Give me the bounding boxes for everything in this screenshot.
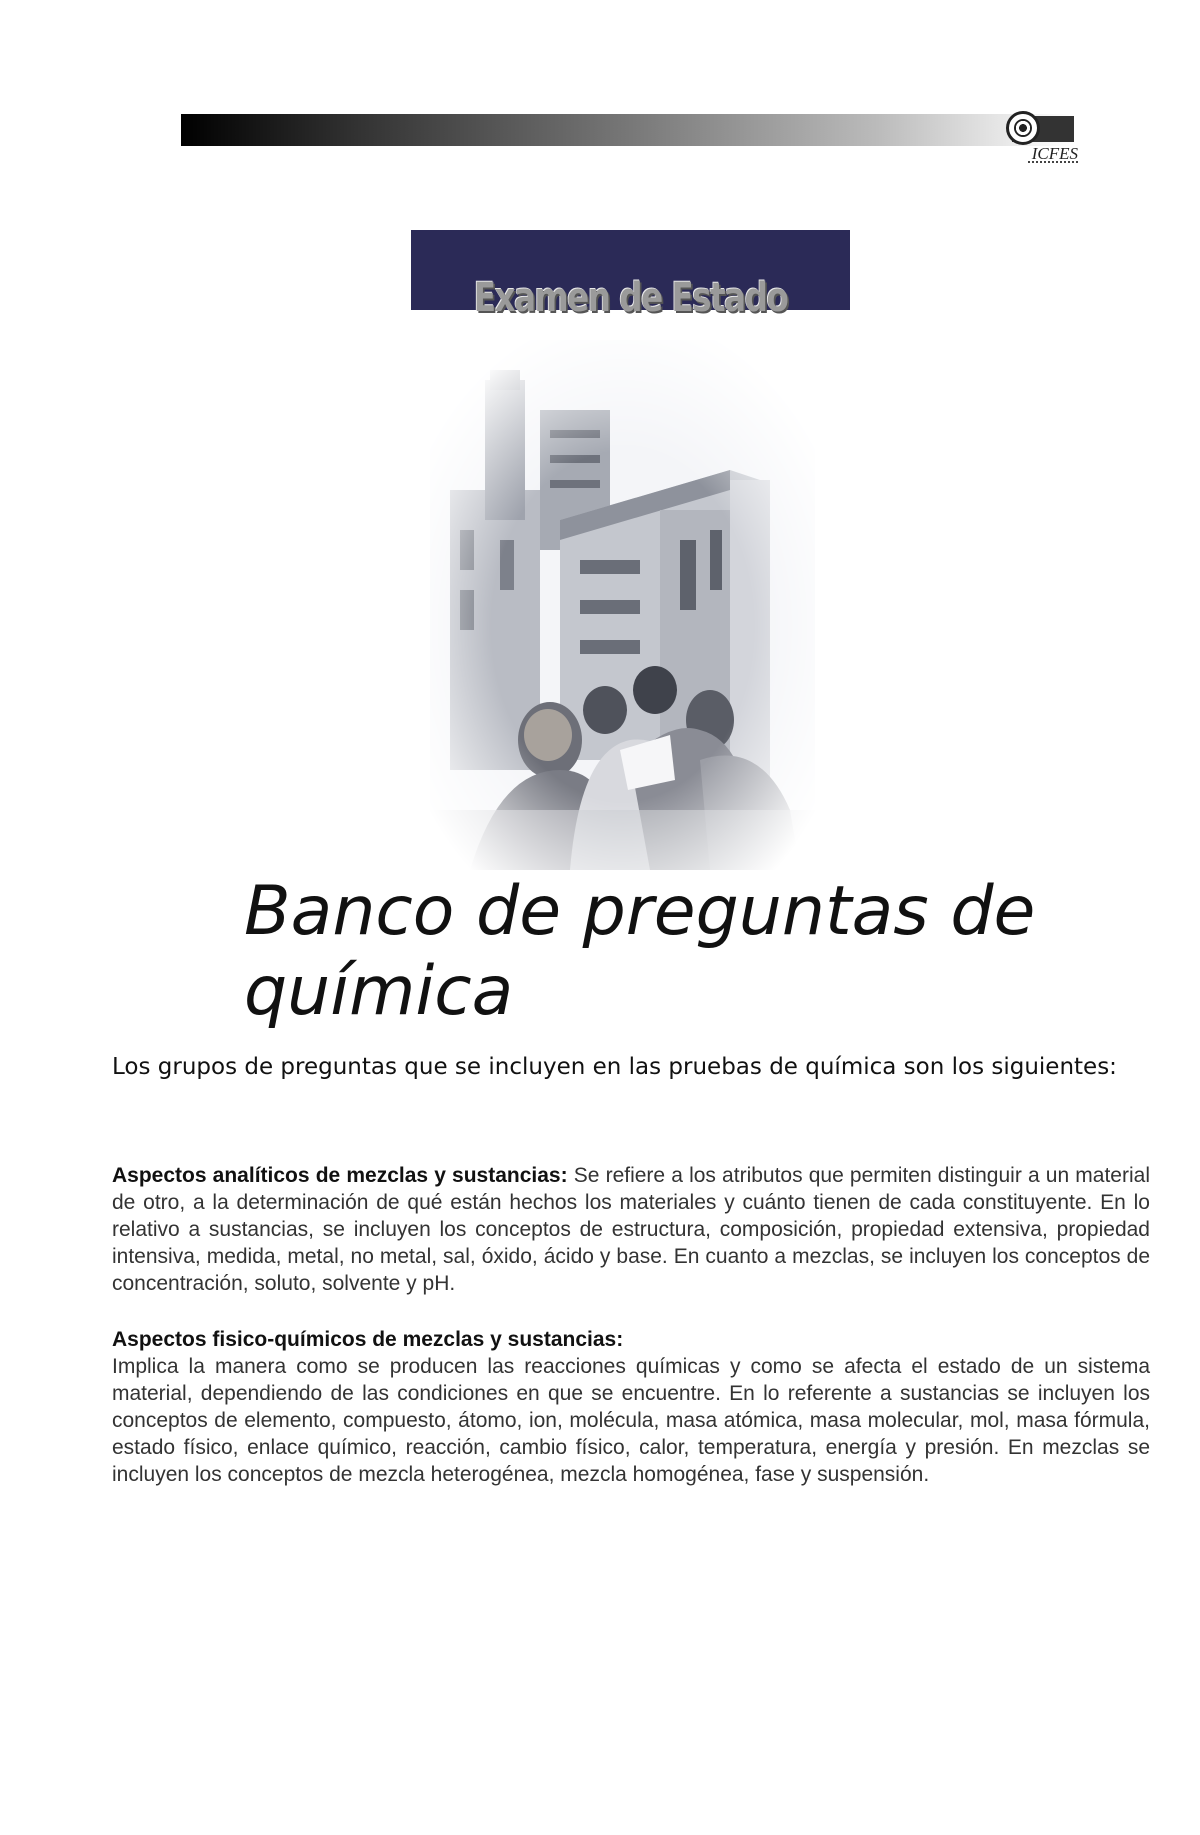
section-analytic (112, 1162, 1150, 1297)
intro-paragraph: Los grupos de preguntas que se incluyen en las pruebas de química son los siguientes: (112, 1054, 1117, 1080)
section-heading: Aspectos fisico-químicos de mezclas y sustancias: (112, 1328, 624, 1351)
icfes-emblem-icon (1006, 111, 1040, 145)
document-title: Banco de preguntas de química (244, 872, 1036, 1031)
header-gradient-bar (181, 114, 1074, 146)
section-body: Implica la manera como se producen las reacciones químicas y como se afecta el estado de un sistema material, dependiendo de las condiciones en que se encuentre. En lo referente a sustancias se incluyen los conceptos de elemento, compuesto, átomo, ion, molécula, masa atómica, masa molecular, mol, masa fórmula, estado físico, enlace químico, reacción, cambio físico, calor, temperatura, energía y presión. En mezclas se incluyen los conceptos de mezcla heterogénea, mezcla homogénea, fase y suspensión. (112, 1355, 1150, 1486)
section-physicochemical (112, 1326, 1150, 1488)
section-heading: Aspectos analíticos de mezclas y sustancias: (112, 1164, 568, 1187)
cover-photo (430, 340, 815, 870)
banner-title: Examen de Estado (473, 275, 788, 321)
logo-underline (1028, 161, 1078, 166)
icfes-logo-text: ICFES (1031, 144, 1078, 163)
section-body: Se refiere a los atributos que permiten distinguir a un material de otro, a la determinación de qué están hechos los materiales y cuánto tienen de cada constituyente. En lo relativo a sustancias, se incluyen los conceptos de estructura, composición, propiedad extensiva, propiedad intensiva, medida, metal, no metal, sal, óxido, ácido y base. En cuanto a mezclas, se incluyen los conceptos de concentración, soluto, solvente y pH. (112, 1164, 1150, 1295)
